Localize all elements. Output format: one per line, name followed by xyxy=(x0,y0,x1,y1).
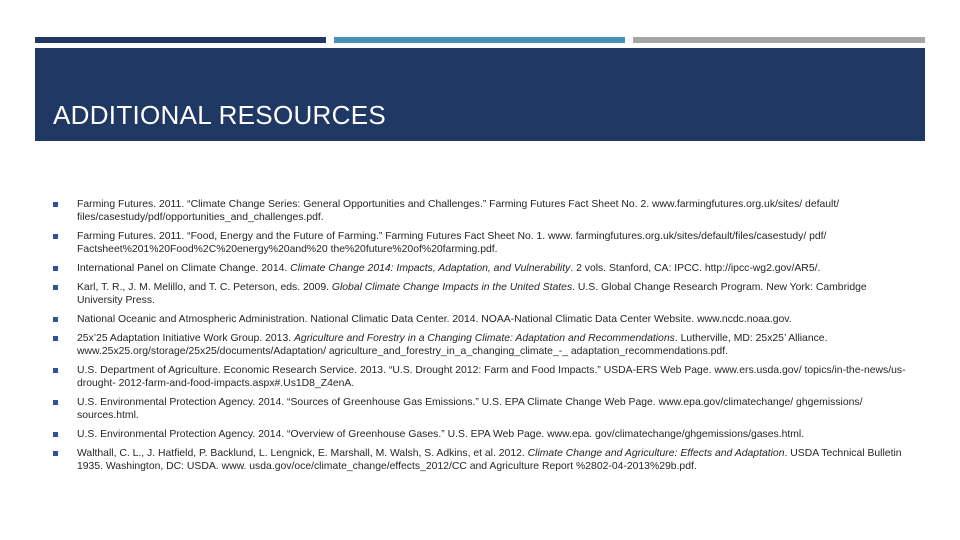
bullet-icon xyxy=(53,285,58,290)
reference-text-pre: U.S. Environmental Protection Agency. 2014. “Overview of Greenhouse Gases.” U.S. EPA Web Page. www.epa. gov/climatechange/ghgemissions/gases.html. xyxy=(77,429,805,440)
reference-item xyxy=(53,198,913,224)
reference-text-italic: Global Climate Change Impacts in the United States xyxy=(331,282,573,293)
bullet-icon xyxy=(53,266,58,271)
reference-item xyxy=(53,332,913,358)
reference-list xyxy=(53,198,913,479)
reference-text-pre: 25x’25 Adaptation Initiative Work Group. 2013. xyxy=(77,333,294,344)
reference-item xyxy=(53,262,913,275)
bullet-icon xyxy=(53,451,58,456)
reference-text-pre: Karl, T. R., J. M. Melillo, and T. C. Peterson, eds. 2009. xyxy=(77,282,332,293)
slide-title: ADDITIONAL RESOURCES xyxy=(53,100,386,130)
bullet-icon xyxy=(53,400,58,405)
reference-item xyxy=(53,313,913,326)
reference-text-pre: International Panel on Climate Change. 2014. xyxy=(77,263,291,274)
accent-stripe-mid-blue xyxy=(334,37,625,43)
reference-item xyxy=(53,428,913,441)
bullet-icon xyxy=(53,202,58,207)
reference-text-pre: U.S. Environmental Protection Agency. 2014. “Sources of Greenhouse Gas Emissions.” U.S. EPA Climate Change Web Page. www.epa.gov/climatechange/ ghgemissions/ sources.html. xyxy=(77,397,863,421)
reference-text-italic: Agriculture and Forestry in a Changing Climate: Adaptation and Recommendations xyxy=(294,333,675,344)
reference-text-pre: Farming Futures. 2011. “Climate Change Series: General Opportunities and Challenges.” Farming Futures Fact Sheet No. 2. www.farmingfutures.org.uk/sites/ default/ files/casestudy/pdf/opportunities_and_challenges.pdf. xyxy=(77,199,840,223)
reference-item xyxy=(53,230,913,256)
title-band xyxy=(35,48,925,141)
reference-text-post: . USDA Technical Bulletin 1935. Washington, DC: USDA. www. usda.gov/oce/climate_change/effects_2012/CC and Agriculture Report %2802-04-2013%29b.pdf. xyxy=(77,448,902,472)
reference-text-post: . Lutherville, MD: 25x25’ Alliance. www.25x25.org/storage/25x25/documents/Adaptation/ agriculture_and_forestry_in_a_changing_climate_-_ adaptation_recommendations.pdf. xyxy=(77,333,828,357)
reference-text-post: . 2 vols. Stanford, CA: IPCC. http://ipcc-wg2.gov/AR5/. xyxy=(570,263,821,274)
reference-text-pre: Walthall, C. L., J. Hatfield, P. Backlund, L. Lengnick, E. Marshall, M. Walsh, S. Adkins, et al. 2012. xyxy=(77,448,528,459)
reference-item xyxy=(53,447,913,473)
reference-text-pre: National Oceanic and Atmospheric Administration. National Climatic Data Center. 2014. NOAA-National Climatic Data Center Website. www.ncdc.noaa.gov. xyxy=(77,314,792,325)
reference-text-post: . U.S. Global Change Research Program. New York: Cambridge University Press. xyxy=(77,282,867,306)
reference-item xyxy=(53,281,913,307)
accent-stripe-gray xyxy=(633,37,925,43)
reference-text-italic: Climate Change 2014: Impacts, Adaptation, and Vulnerability xyxy=(290,263,571,274)
bullet-icon xyxy=(53,368,58,373)
accent-stripe-dark-blue xyxy=(35,37,326,43)
bullet-icon xyxy=(53,317,58,322)
bullet-icon xyxy=(53,432,58,437)
reference-item xyxy=(53,396,913,422)
reference-text-pre: U.S. Department of Agriculture. Economic Research Service. 2013. “U.S. Drought 2012: Farm and Food Impacts.” USDA-ERS Web Page. www.ers.usda.gov/ topics/in-the-news/us-drought- 2012-farm-and-food-impacts.aspx#.Us1D8_Z4enA. xyxy=(77,365,906,389)
reference-text-italic: Climate Change and Agriculture: Effects and Adaptation xyxy=(527,448,785,459)
reference-text-pre: Farming Futures. 2011. “Food, Energy and the Future of Farming.” Farming Futures Fact Sheet No. 1. www. farmingfutures.org.uk/sites/default/files/casestudy/ pdf/ Factsheet%201%20Food%2C%20energy%20and%20 the%20future%20of%20farming.pdf. xyxy=(77,231,827,255)
reference-item xyxy=(53,364,913,390)
bullet-icon xyxy=(53,234,58,239)
bullet-icon xyxy=(53,336,58,341)
